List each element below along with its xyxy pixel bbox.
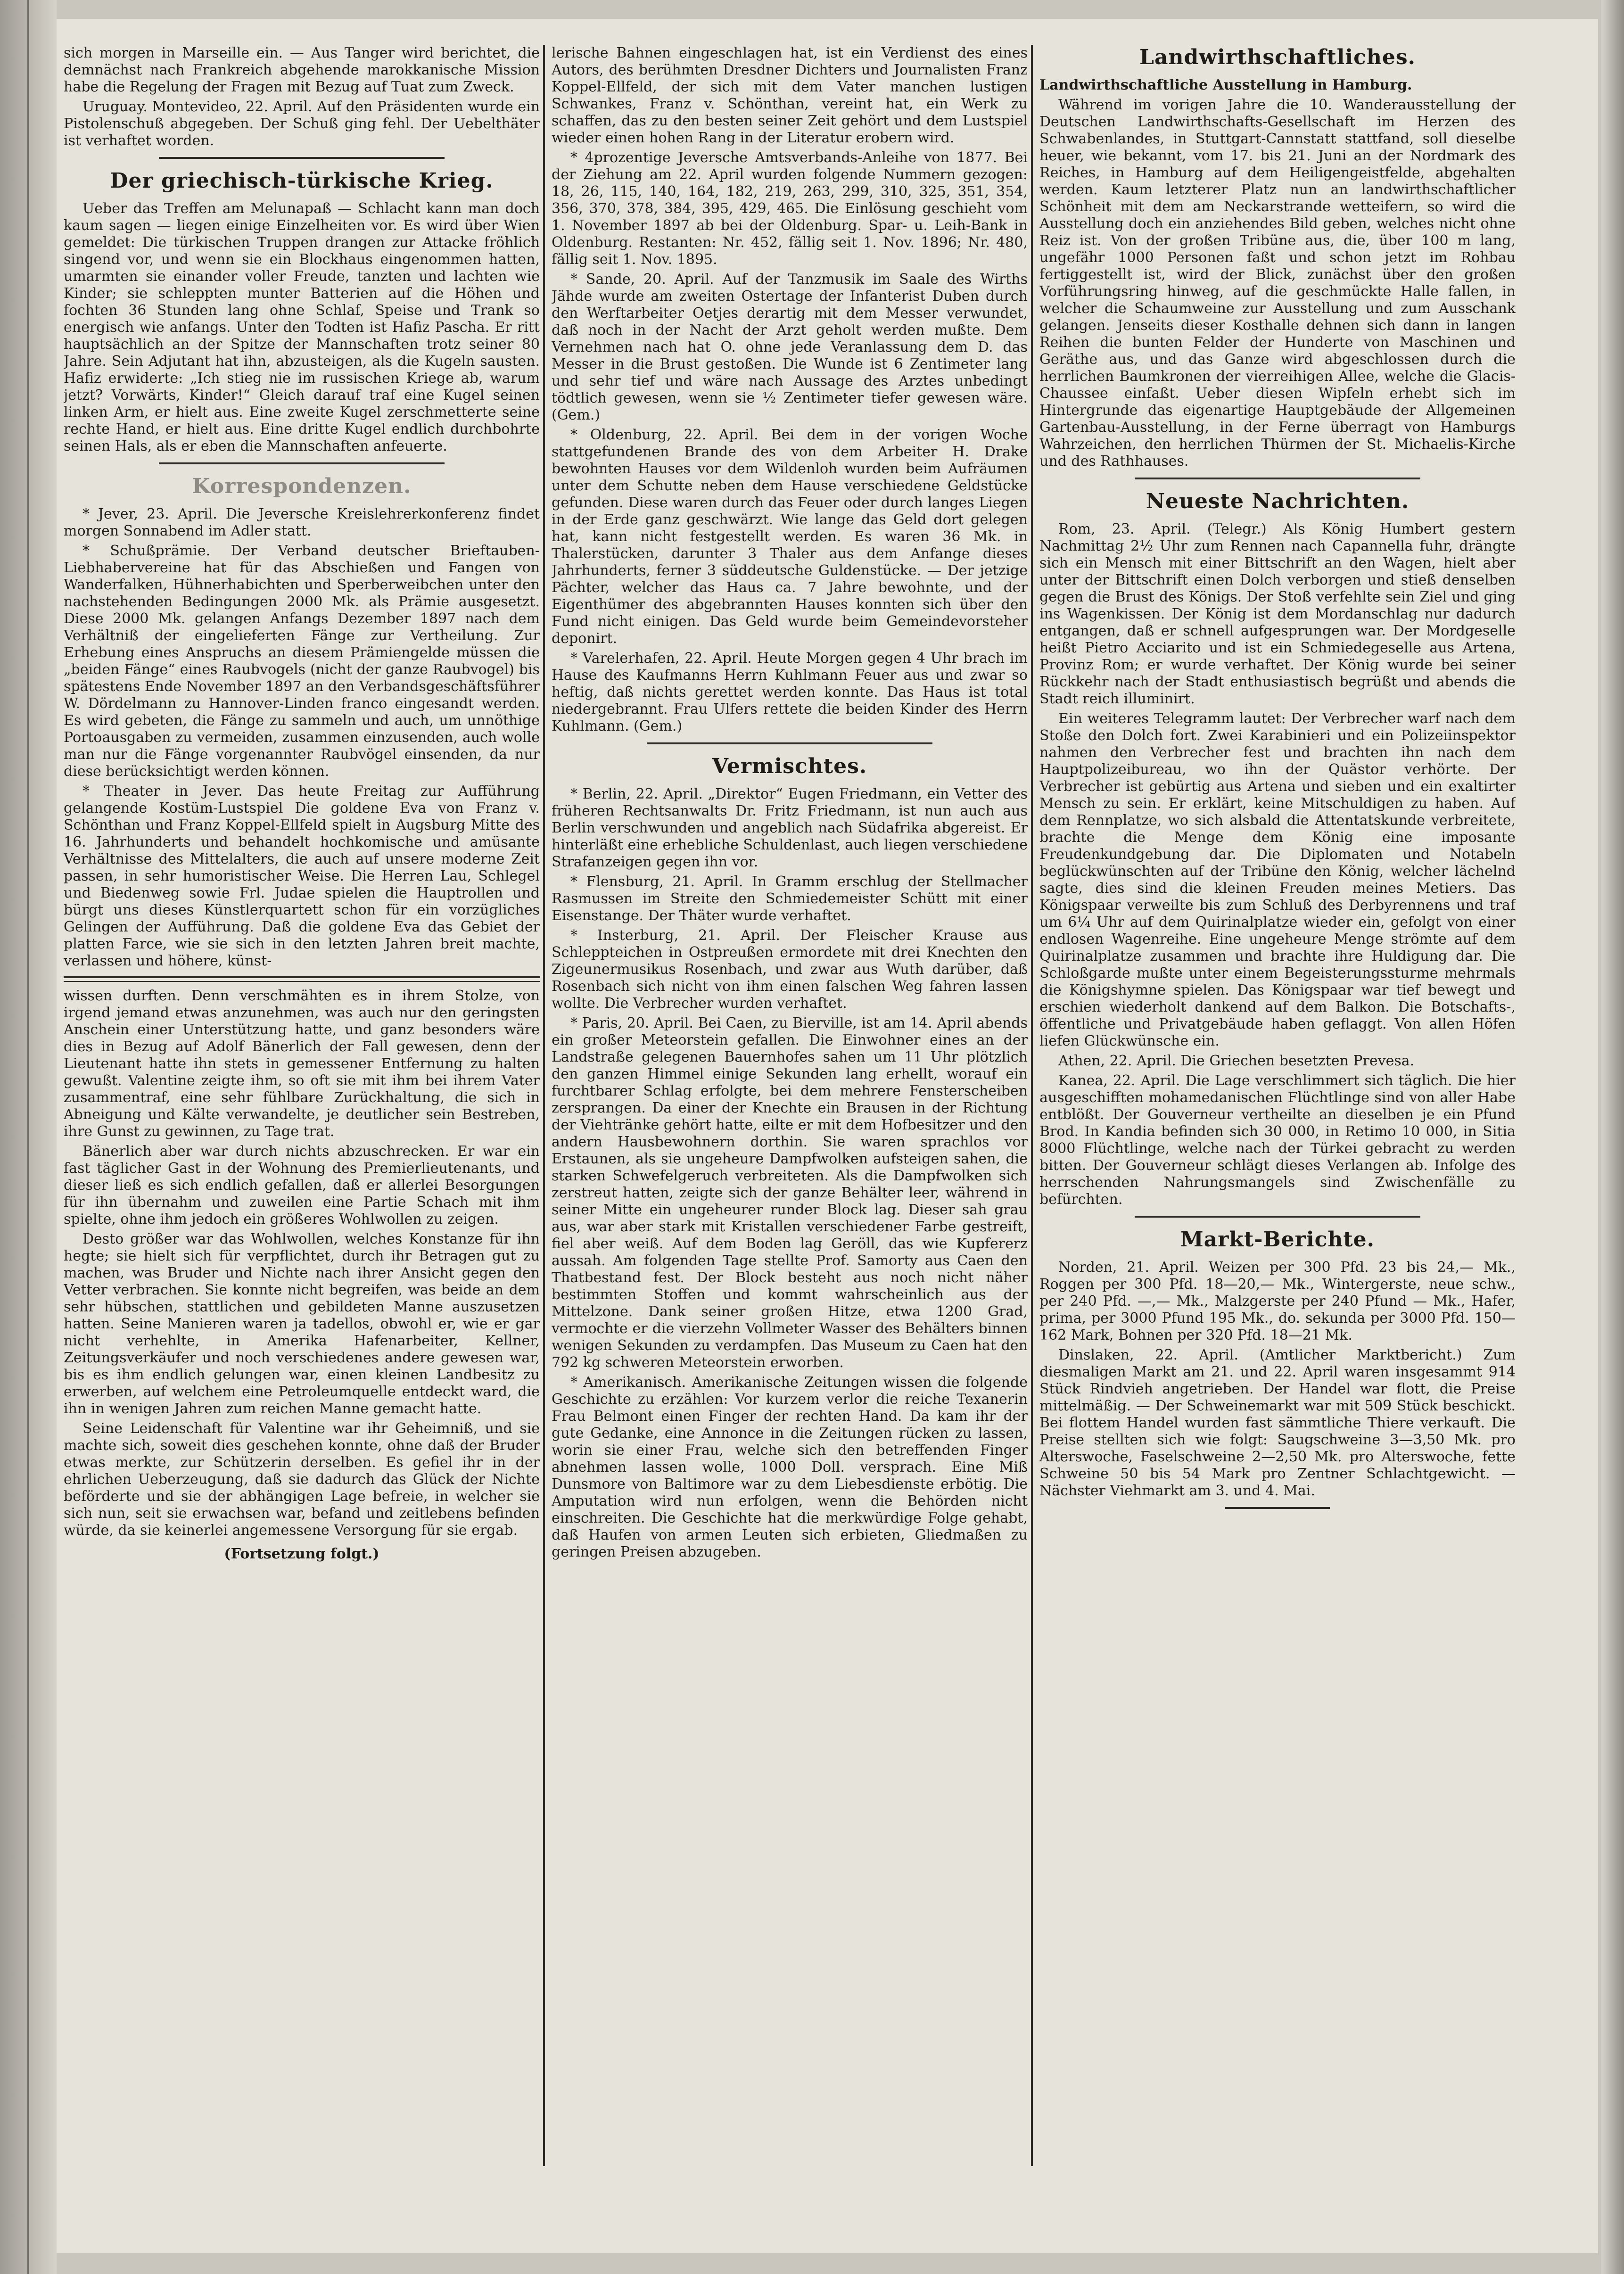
end-rule: [1225, 1507, 1330, 1509]
section-title-agriculture: Landwirthschaftliches.: [1139, 45, 1416, 69]
paragraph: * 4prozentige Jeversche Amtsverbands-Anleihe von 1877. Bei der Ziehung am 22. April wurden folgende Nummern gezogen: 18, 26, 115, 140, 164, 182, 219, 263, 299, 310, 325, 351, 354, 356, 370, 378, 384, 395, 429, 465. Die Einlösung geschieht vom 1. November 1897 ab bei der Oldenburg. Spar- u. Leih-Bank in Oldenburg. Restanten: Nr. 452, fällig seit 1. Nov. 1896; Nr. 480, fällig seit 1. Nov. 1895.: [552, 149, 1028, 268]
novel-paragraph: Seine Leidenschaft für Valentine war ihr Geheimniß, und sie machte sich, soweit dies geschehen konnte, ohne daß der Bruder etwas merkte, zur Schützerin derselben. Es gefiel ihr in der ehrlichen Ueberzeugung, daß sie dadurch das Glück der Nichte beförderte und sie der abhängigen Lage befreie, in welcher sie sich nun, seit sie erwachsen war, befand und zeitlebens befinden würde, da sie keinerlei angemessene Versorgung für sie ergab.: [64, 1420, 540, 1539]
paragraph: * Sande, 20. April. Auf der Tanzmusik im Saale des Wirths Jähde wurde am zweiten Ostertage der Infanterist Duben durch den Werftarbeiter Oetjes derartig mit dem Messer verwundet, daß noch in der Nacht der Arzt geholt werden mußte. Dem Vernehmen nach hat O. ohne jede Veranlassung dem D. das Messer in die Brust gestoßen. Die Wunde ist 6 Zentimeter lang und sehr tief und wäre nach Aussage des Arztes unbedingt tödtlich gewesen, wenn sie ½ Zentimeter tiefer gewesen wäre. (Gem.): [552, 271, 1028, 423]
feuilleton-rule: [64, 976, 540, 982]
paragraph: * Paris, 20. April. Bei Caen, zu Bierville, ist am 14. April abends ein großer Meteorstein gefallen. Die Einwohner eines an der Landstraße gelegenen Bauernhofes sahen um 11 Uhr plötzlich den ganzen Himmel einige Sekunden lang erhellt, worauf ein furchtbarer Schlag erfolgte, bei dem mehrere Fensterscheiben zersprangen. Da einer der Knechte ein Brausen in der Richtung der Viehtränke gehört hatte, eilte er mit dem Hofbesitzer und den andern Hausbewohnern dorthin. Sie waren sprachlos vor Erstaunen, als sie ungeheure Dampfwolken aufsteigen sahen, die starken Schwefelgeruch verbreiteten. Als die Dampfwolken sich zerstreut hatten, zeigte sich der ganze Behälter leer, während in seiner Mitte ein ungeheurer runder Block lag. Dieser sah grau aus, war aber stark mit Kristallen verschiedener Farbe gestreift, fiel aber weiß. Auf dem Boden lag Geröll, das wie Kupfererz aussah. Am folgenden Tage stellte Prof. Samorty aus Caen den Thatbestand fest. Der Block besteht aus noch nicht näher bestimmten Stoffen und kommt wahrscheinlich aus der Mittelzone. Dank seiner großen Hitze, etwa 1200 Grad, vermochte er die vierzehn Vollmeter Wasser des Behälters binnen wenigen Sekunden zu verdampfen. Das Museum zu Caen hat den 792 kg schweren Meteorstein erworben.: [552, 1015, 1028, 1371]
paragraph: Dinslaken, 22. April. (Amtlicher Marktbericht.) Zum diesmaligen Markt am 21. und 22. April waren insgesammt 914 Stück Rindvieh angetrieben. Der Handel war flott, die Preise mittelmäßig. — Der Schweinemarkt war mit 509 Stück beschickt. Bei flottem Handel wurden fast sämmtliche Thiere verkauft. Die Preise stellten sich wie folgt: Saugschweine 3—3,50 Mk. pro Alterswoche, Faselschweine 2—2,50 Mk. pro Alterswoche, fette Schweine 50 bis 54 Mark pro Zentner Schlachtgewicht. — Nächster Viehmarkt am 3. und 4. Mai.: [1039, 1347, 1516, 1499]
section-title-misc: Vermischtes.: [712, 754, 867, 778]
paragraph: * Schußprämie. Der Verband deutscher Brieftauben-Liebhabervereine hat für das Abschießen und Fangen von Wanderfalken, Hühnerhabichten und Sperberweibchen unter den nachstehenden Bedingungen 2000 Mk. als Prämie ausgesetzt. Diese 2000 Mk. gelangen Anfangs Dezember 1897 nach dem Verhältniß der eingelieferten Fänge zur Vertheilung. Zur Erhebung eines Anspruchs an diesem Prämiengelde müssen die „beiden Fänge“ eines Raubvogels (nicht der ganze Raubvogel) bis spätestens Ende November 1897 an den Verbandsgeschäftsführer W. Dördelmann zu Hannover-Linden franco eingesandt werden. Es wird gebeten, die Fänge zu sammeln und auch, um unnöthige Portoausgaben zu vermeiden, zusammen einzusenden, auch wolle man nur die Fänge vorgenannter Raubvögel einsenden, da nur diese berücksichtigt werden können.: [64, 543, 540, 780]
section-title-news: Neueste Nachrichten.: [1146, 489, 1410, 513]
novel-paragraph: Bänerlich aber war durch nichts abzuschrecken. Er war ein fast täglicher Gast in der Wohnung des Premierlieutenants, und dieser ließ es sich endlich gefallen, daß er allerlei Besorgungen für ihn übernahm und zuweilen eine Partie Schach mit ihm spielte, ohne ihm jedoch ein größeres Wohlwollen zu zeigen.: [64, 1143, 540, 1228]
paragraph: * Flensburg, 21. April. In Gramm erschlug der Stellmacher Rasmussen im Streite den Schmiedemeister Schütt mit einer Eisenstange. Der Thäter wurde verhaftet.: [552, 873, 1028, 924]
paragraph: * Varelerhafen, 22. April. Heute Morgen gegen 4 Uhr brach im Hause des Kaufmanns Herrn Kuhlmann Feuer aus und zwar so heftig, daß nichts gerettet werden konnte. Das Haus ist total niedergebrannt. Frau Ulfers rettete die beiden Kinder des Herrn Kuhlmann. (Gem.): [552, 650, 1028, 734]
paragraph: Während im vorigen Jahre die 10. Wanderausstellung der Deutschen Landwirthschafts-Gesellschaft im Herzen des Schwabenlandes, in Stuttgart-Cannstatt stattfand, soll dieselbe heuer, wie bekannt, vom 17. bis 21. Juni an der Nordmark des Reiches, in Hamburg auf dem Heiligengeistfelde, abgehalten werden. Kaum letzterer Platz nun an landwirthschaftlicher Schönheit mit dem am Neckarstrande wetteifern, so wird die Ausstellung doch ein anziehendes Bild geben, welches nicht ohne Reiz ist. Von der großen Tribüne aus, die, über 100 m lang, ungefähr 1000 Personen faßt und schon jetzt im Rohbau fertiggestellt ist, wird der Blick, zunächst über den großen Vorführungsring hinweg, auf die geschmückte Halle fallen, in welcher die Schaumweine zur Ausstellung und zum Ausschank gelangen. Jenseits dieser Kosthalle dehnen sich dann in langen Reihen die bunten Felder der Hunderte von Maschinen und Geräthe aus, und das Ganze wird abgeschlossen durch die herrlichen Baumkronen der vierreihigen Allee, welche die Glacis-Chaussee einfaßt. Ueber diesen Wipfeln erhebt sich im Hintergrunde das eigenartige Hauptgebäude der Allgemeinen Gartenbau-Ausstellung, in der Ferne überragt von Hamburgs Wahrzeichen, den herrlichen Thürmen der St. Michaelis-Kirche und des Rathhauses.: [1039, 97, 1516, 470]
section-title-correspondence: Korrespondenzen.: [192, 474, 412, 498]
paragraph: Kanea, 22. April. Die Lage verschlimmert sich täglich. Die hier ausgeschifften mohamedanischen Flüchtlinge sind von aller Habe entblößt. Der Gouverneur vertheilte an dieselben je ein Pfund Brod. In Kandia befinden sich 30 000, in Retimo 10 000, in Sitia 8000 Flüchtlinge, welche nach der Türkei gebracht zu werden bitten. Der Gouverneur schlägt dieses Verlangen ab. Infolge des herrschenden Nahrungsmangels sind Zwischenfälle zu befürchten.: [1039, 1072, 1516, 1208]
novel-paragraph: wissen durften. Denn verschmähten es in ihrem Stolze, von irgend jemand etwas anzunehmen, was auch nur den geringsten Anschein einer Unterstützung hatte, und ganz besonders wäre dies in Bezug auf Adolf Bänerlich der Fall gewesen, denn der Lieutenant hatte ihn stets in gemessener Entfernung zu halten gewußt. Valentine zeigte ihm, so oft sie mit ihm bei ihrem Vater zusammentraf, eine sehr fühlbare Zurückhaltung, die sich in Abneigung und Kälte verwandelte, je deutlicher sein Bestreben, ihre Gunst zu gewinnen, zu Tage trat.: [64, 988, 540, 1140]
paragraph: * Jever, 23. April. Die Jeversche Kreislehrerkonferenz findet morgen Sonnabend im Adler statt.: [64, 506, 540, 539]
column-1: [64, 45, 540, 2204]
paragraph: * Amerikanisch. Amerikanische Zeitungen wissen die folgende Geschichte zu erzählen: Vor kurzem verlor die reiche Texanerin Frau Belmont einen Finger der rechten Hand. Da kam ihr der gute Gedanke, eine Annonce in die Zeitungen rücken zu lassen, worin sie einer Frau, welche sich den betreffenden Finger abnehmen lassen wolle, 1000 Doll. versprach. Eine Miß Dunsmore von Baltimore war zu dem Liebesdienste erbötig. Die Amputation wird nun erfolgen, wenn die Behörden nicht einschreiten. Die Geschichte hat die merkwürdige Folge gehabt, daß Haufen von armen Leuten sich erbieten, Gliedmaßen zu geringen Preisen abzugeben.: [552, 1374, 1028, 1560]
book-binding: [0, 0, 57, 2274]
column-3: [1039, 45, 1516, 2204]
paragraph: Athen, 22. April. Die Griechen besetzten Prevesa.: [1058, 1053, 1415, 1069]
paragraph: sich morgen in Marseille ein. — Aus Tanger wird berichtet, die demnächst nach Frankreich abgehende marokkanische Mission habe die Regelung der Fragen mit Bezug auf Tuat zum Zweck.: [64, 45, 540, 95]
novel-paragraph: Desto größer war das Wohlwollen, welches Konstanze für ihn hegte; sie hielt sich für verpflichtet, durch ihr Betragen gut zu machen, was Bruder und Nichte nach ihrer Ansicht gegen den Vetter verbrachen. Sie konnte nicht begreifen, was beide an dem sehr hübschen, stattlichen und gebildeten Manne auszusetzen hatten. Seine Manieren waren ja tadellos, obwohl er, wie er gar nicht verhehlte, in Amerika Hafenarbeiter, Kellner, Zeitungsverkäufer und noch verschiedenes andere gewesen war, bis es ihm endlich gelungen war, einen kleinen Landbesitz zu erwerben, auf welchem eine Petroleumquelle entdeckt ward, die ihn in wenigen Jahren zum reichen Manne gemacht hatte.: [64, 1231, 540, 1417]
paragraph: * Theater in Jever. Das heute Freitag zur Aufführung gelangende Kostüm-Lustspiel Die goldene Eva von Franz v. Schönthan und Franz Koppel-Ellfeld spielt in Augsburg Mitte des 16. Jahrhunderts und behandelt hochkomische und amüsante Verhältnisse des Mittelalters, die auch auf unsere moderne Zeit passen, in sehr humoristischer Weise. Die Herren Lau, Schlegel und Biedenweg sowie Frl. Judae spielen die Hauptrollen und bürgt uns dieses Künstlerquartett schon für ein vorzügliches Gelingen der Aufführung. Daß die goldene Eva das Gebiet der platten Farce, wie sie sich in den letzten Jahren breit machte, verlassen und höhere, künst-: [64, 783, 540, 969]
page-edge: [1601, 0, 1624, 2274]
column-rule-1: [543, 45, 545, 2166]
paragraph: * Berlin, 22. April. „Direktor“ Eugen Friedmann, ein Vetter des früheren Rechtsanwalts Dr. Fritz Friedmann, ist nun auch aus Berlin verschwunden und angeblich nach Südafrika abgereist. Er hinterläßt eine erhebliche Schuldenlast, auch liegen verschiedene Strafanzeigen gegen ihn vor.: [552, 786, 1028, 870]
paragraph: * Insterburg, 21. April. Der Fleischer Krause aus Schleppteichen in Ostpreußen ermordete mit drei Knechten den Zigeunermusikus Rosenbach, und zwar aus Wuth darüber, daß Rosenbach sich nicht von ihm einen falschen Weg fahren lassen wollte. Die Verbrecher wurden verhaftet.: [552, 927, 1028, 1012]
subsection-title-exhibition: Landwirthschaftliche Ausstellung in Hamburg.: [1039, 77, 1412, 93]
continuation-note: (Fortsetzung folgt.): [224, 1546, 379, 1562]
paragraph: Rom, 23. April. (Telegr.) Als König Humbert gestern Nachmittag 2½ Uhr zum Rennen nach Capannella fuhr, drängte sich ein Mensch mit einer Bittschrift an den Wagen, hielt aber unter der Bittschrift einen Dolch verborgen und stieß denselben gegen die Brust des Königs. Der Stoß verfehlte sein Ziel und ging ins Wagenkissen. Der König ist dem Mordanschlag nur dadurch entgangen, daß er schnell aufgesprungen war. Der Mordgeselle heißt Pietro Acciarito und ist ein Schmiedegeselle aus Artena, Provinz Rom; er wurde verhaftet. Der König wurde bei seiner Rückkehr nach der Stadt enthusiastisch begrüßt und abends die Stadt reich illuminirt.: [1039, 521, 1516, 707]
column-2: [552, 45, 1028, 2204]
paragraph: Ueber das Treffen am Melunapaß — Schlacht kann man doch kaum sagen — liegen einige Einzelheiten vor. Es wird über Wien gemeldet: Die türkischen Truppen drangen zur Attacke fröhlich singend vor, und wenn sie ein Blockhaus eingenommen hatten, umarmten sie einander voller Freude, tanzten und lachten wie Kinder; sie schleppten munter Batterien auf die Höhen und fochten 36 Stunden lang ohne Schlaf, Speise und Trank so energisch wie anfangs. Unter den Todten ist Hafiz Pascha. Er ritt hauptsächlich an der Spitze der Mannschaften trotz seiner 80 Jahre. Sein Adjutant hat ihn, abzusteigen, als die Kugeln sausten. Hafiz erwiderte: „Ich stieg nie im russischen Kriege ab, warum jetzt? Vorwärts, Kinder!“ Gleich darauf traf eine Kugel seinen linken Arm, er hielt aus. Eine zweite Kugel zerschmetterte seine rechte Hand, er hielt aus. Eine dritte Kugel endlich durchbohrte seinen Hals, als er eben die Mannschaften anfeuerte.: [64, 200, 540, 454]
separator: [1135, 1216, 1420, 1218]
paragraph: Uruguay. Montevideo, 22. April. Auf den Präsidenten wurde ein Pistolenschuß abgegeben. Der Schuß ging fehl. Der Uebelthäter ist verhaftet worden.: [64, 99, 540, 149]
separator: [1135, 478, 1420, 479]
section-title-war: Der griechisch-türkische Krieg.: [110, 169, 494, 193]
column-rule-2: [1031, 45, 1033, 2166]
separator: [159, 462, 445, 464]
paragraph: Ein weiteres Telegramm lautet: Der Verbrecher warf nach dem Stoße den Dolch fort. Zwei Karabinieri und ein Polizeiinspektor nahmen den Verbrecher fest und brachten ihn nach dem Hauptpolizeibureau, wo ihn der Quästor verhörte. Der Verbrecher ist gebürtig aus Artena und sieben und ein exaltirter Mensch zu sein. Er erklärt, keine Mitschuldigen zu haben. Auf dem Rennplatze, wo sich alsbald die Attentatskunde verbreitete, brachte die Menge dem König eine imposante Freudenkundgebung dar. Die Diplomaten und Notabeln beglückwünschten auf der Tribüne den König, welcher lächelnd sagte, dies sind die kleinen Freuden meines Metiers. Das Königspaar verweilte bis zum Schluß des Derbyrennens und traf um 6¼ Uhr auf dem Quirinalplatze wieder ein, gefolgt von einer endlosen Wagenreihe. Eine ungeheure Menge strömte auf dem Quirinalplatze zusammen und brachte ihre Huldigung dar. Die Schloßgarde mußte unter einem Begeisterungssturme mehrmals die Königshymne spielen. Das Königspaar war tief bewegt und erschien wiederholt dankend auf dem Balkon. Die Botschafts-, öffentliche und Privatgebäude haben geflaggt. Von allen Höfen liefen Glückwünsche ein.: [1039, 710, 1516, 1049]
section-title-market: Markt-Berichte.: [1180, 1228, 1375, 1252]
separator: [647, 742, 932, 744]
paragraph: * Oldenburg, 22. April. Bei dem in der vorigen Woche stattgefundenen Brande des von dem Arbeiter H. Drake bewohnten Hauses vor dem Wildenloh wurden beim Aufräumen unter dem Schutte neben dem Hause verschiedene Geldstücke gefunden. Diese waren durch das Feuer oder durch langes Liegen in der Erde ganz geschwärzt. Wie lange das Geld dort gelegen hat, kann nicht festgestellt werden. Es waren 36 Mk. in Thalerstücken, darunter 3 Thaler aus dem Anfange dieses Jahrhunderts, ferner 3 süddeutsche Guldenstücke. — Der jetzige Pächter, welcher das Haus ca. 7 Jahre bewohnte, und der Eigenthümer des abgebrannten Hauses konnten sich über den Fund nicht einigen. Das Geld wurde beim Gemeindevorsteher deponirt.: [552, 427, 1028, 647]
paragraph: Norden, 21. April. Weizen per 300 Pfd. 23 bis 24,— Mk., Roggen per 300 Pfd. 18—20,— Mk., Wintergerste, neue schw., per 240 Pfd. —,— Mk., Malzgerste per 240 Pfund — Mk., Hafer, prima, per 3000 Pfund 195 Mk., do. sekunda per 3000 Pfd. 150—162 Mark, Bohnen per 320 Pfd. 18—21 Mk.: [1039, 1259, 1516, 1343]
separator: [159, 157, 445, 159]
paragraph: lerische Bahnen eingeschlagen hat, ist ein Verdienst des eines Autors, des berühmten Dresdner Dichters und Journalisten Franz Koppel-Ellfeld, der sich mit dem Vater manchen lustigen Schwankes, Franz v. Schönthan, vereint hat, ein Werk zu schaffen, das zu den besten seiner Zeit gehört und dem Lustspiel wieder einen hohen Rang in der Literatur erobern wird.: [552, 45, 1028, 146]
